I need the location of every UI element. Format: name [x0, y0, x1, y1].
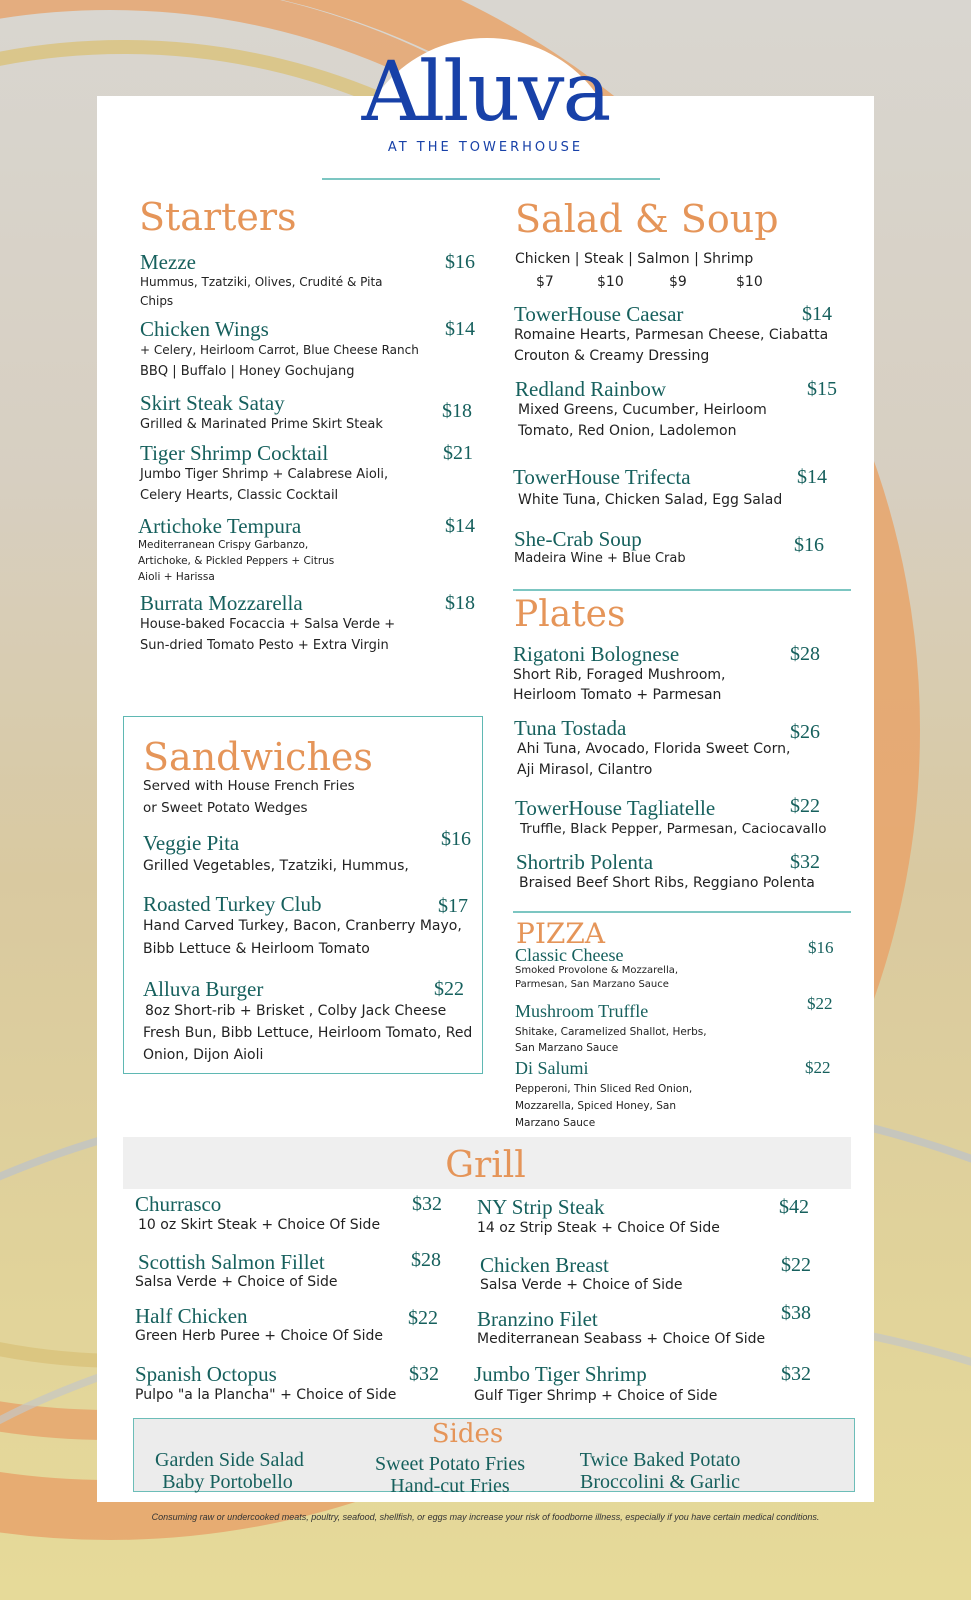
side-item: Hand-cut Fries	[390, 1475, 510, 1497]
menu-item	[140, 251, 475, 311]
item-price: $14	[445, 318, 475, 340]
note-line: Served with House French Fries	[143, 778, 355, 794]
menu-item	[140, 392, 475, 435]
menu-item	[143, 828, 473, 878]
item-desc: Shitake, Caramelized Shallot, Herbs,	[515, 1026, 707, 1038]
item-price: $22	[807, 994, 833, 1013]
item-price: $38	[781, 1302, 811, 1324]
menu-item	[474, 1363, 819, 1407]
item-price: $26	[790, 721, 820, 743]
item-desc: Heirloom Tomato + Parmesan	[513, 687, 722, 703]
item-desc: Aji Mirasol, Cilantro	[517, 762, 653, 778]
item-desc: Ahi Tuna, Avocado, Florida Sweet Corn,	[517, 741, 791, 757]
menu-item	[515, 938, 835, 992]
item-name: Mezze	[140, 250, 196, 274]
item-desc: San Marzano Sauce	[515, 1042, 619, 1054]
item-price: $22	[805, 1058, 831, 1077]
sandwiches-note	[143, 775, 355, 819]
item-price: $16	[808, 938, 834, 957]
item-desc: Parmesan, San Marzano Sauce	[515, 979, 669, 990]
item-name: Burrata Mozzarella	[140, 591, 303, 615]
item-desc: Chips	[140, 294, 174, 308]
item-name: NY Strip Steak	[477, 1195, 605, 1219]
item-desc: BBQ | Buffalo | Honey Gochujang	[140, 364, 355, 379]
item-price: $15	[807, 378, 837, 400]
item-price: $18	[442, 400, 472, 422]
item-price: $18	[445, 592, 475, 614]
item-desc: Tomato, Red Onion, Ladolemon	[518, 423, 737, 439]
menu-item	[514, 303, 834, 367]
item-name: Half Chicken	[135, 1304, 248, 1328]
item-desc: Hummus, Tzatziki, Olives, Crudité & Pita	[140, 275, 383, 289]
item-name: TowerHouse Tagliatelle	[515, 796, 716, 820]
item-name: Alluva Burger	[143, 977, 264, 1001]
side-item: Baby Portobello	[162, 1471, 293, 1493]
menu-item	[516, 851, 846, 894]
sides-column	[365, 1453, 535, 1497]
item-price: $28	[790, 643, 820, 665]
restaurant-logo: Alluva	[361, 45, 610, 140]
item-desc: + Celery, Heirloom Carrot, Blue Cheese Ranch	[140, 343, 419, 357]
menu-item	[515, 994, 835, 1056]
section-title-grill: Grill	[445, 1145, 526, 1186]
menu-item	[135, 1363, 445, 1405]
menu-item	[140, 592, 475, 656]
section-title-sandwiches: Sandwiches	[143, 735, 373, 779]
addon-price-salmon: $9	[669, 274, 687, 290]
item-name: Spanish Octopus	[135, 1362, 277, 1386]
item-price: $32	[409, 1363, 439, 1385]
item-name: TowerHouse Caesar	[514, 302, 684, 326]
item-name: Jumbo Tiger Shrimp	[474, 1362, 647, 1386]
menu-item	[135, 1305, 445, 1345]
item-desc: Mediterranean Crispy Garbanzo,	[138, 539, 309, 551]
item-price: $22	[790, 795, 820, 817]
item-desc: Sun-dried Tomato Pesto + Extra Virgin	[140, 638, 389, 653]
item-desc: Pepperoni, Thin Sliced Red Onion,	[515, 1083, 693, 1095]
menu-item	[480, 1254, 820, 1294]
item-desc: Fresh Bun, Bibb Lettuce, Heirloom Tomato, Red	[143, 1025, 473, 1041]
menu-item	[515, 378, 835, 442]
item-desc: Bibb Lettuce & Heirloom Tomato	[143, 941, 370, 957]
item-desc: Artichoke, & Pickled Peppers + Citrus	[138, 555, 335, 567]
addon-price-chicken: $7	[536, 274, 554, 290]
item-name: Di Salumi	[515, 1058, 589, 1078]
item-desc: Short Rib, Foraged Mushroom,	[513, 667, 726, 683]
item-desc: Onion, Dijon Aioli	[143, 1047, 264, 1063]
item-desc: Braised Beef Short Ribs, Reggiano Polenta	[519, 875, 815, 891]
item-name: Tiger Shrimp Cocktail	[140, 441, 329, 465]
section-divider	[513, 911, 851, 913]
item-name: Shortrib Polenta	[516, 850, 654, 874]
item-price: $22	[434, 978, 464, 1000]
side-item: Broccolini & Garlic	[580, 1471, 740, 1493]
item-name: Tuna Tostada	[514, 716, 627, 740]
item-desc: Romaine Hearts, Parmesan Cheese, Ciabatta	[514, 327, 829, 343]
item-price: $32	[781, 1363, 811, 1385]
item-price: $14	[802, 303, 832, 325]
item-desc: Aioli + Harissa	[138, 571, 215, 583]
menu-item	[477, 1196, 817, 1238]
item-name: She-Crab Soup	[514, 527, 642, 551]
menu-item	[514, 717, 834, 781]
item-price: $17	[438, 895, 468, 917]
sides-column	[155, 1449, 304, 1493]
section-title-pizza: PIZZA	[516, 917, 606, 950]
menu-item	[140, 442, 475, 506]
item-desc: Smoked Provolone & Mozzarella,	[515, 965, 679, 976]
item-price: $32	[790, 851, 820, 873]
item-desc: Truffle, Black Pepper, Parmesan, Caciocavallo	[520, 821, 827, 837]
menu-item	[143, 978, 478, 1066]
item-desc: Pulpo "a la Plancha" + Choice of Side	[135, 1387, 397, 1403]
item-price: $16	[441, 828, 471, 850]
item-price: $22	[781, 1254, 811, 1276]
item-desc: Mediterranean Seabass + Choice Of Side	[477, 1331, 766, 1347]
item-price: $32	[412, 1193, 442, 1215]
item-price: $21	[443, 442, 473, 464]
menu-item	[477, 1302, 822, 1348]
item-desc: Marzano Sauce	[515, 1117, 596, 1129]
item-name: Redland Rainbow	[515, 377, 667, 401]
menu-item	[143, 893, 478, 961]
item-desc: Grilled Vegetables, Tzatziki, Hummus,	[143, 858, 409, 874]
item-name: Classic Cheese	[515, 945, 624, 965]
menu-item	[513, 643, 833, 705]
section-title-sides: Sides	[431, 1419, 504, 1449]
side-item: Garden Side Salad	[155, 1449, 304, 1471]
item-desc: Madeira Wine + Blue Crab	[514, 551, 686, 566]
item-price: $14	[445, 515, 475, 537]
item-price: $14	[797, 466, 827, 488]
item-desc: Celery Hearts, Classic Cocktail	[140, 488, 339, 503]
addon-price-shrimp: $10	[736, 274, 763, 290]
side-item: Twice Baked Potato	[579, 1449, 741, 1471]
addon-price-steak: $10	[597, 274, 624, 290]
side-item: Sweet Potato Fries	[375, 1453, 525, 1475]
item-desc: Jumbo Tiger Shrimp + Calabrese Aioli,	[140, 467, 389, 482]
menu-item	[515, 1058, 835, 1132]
header-divider	[322, 178, 660, 180]
section-title-starters: Starters	[139, 195, 297, 239]
item-desc: Grilled & Marinated Prime Skirt Steak	[140, 417, 383, 432]
item-desc: Salsa Verde + Choice of Side	[135, 1274, 338, 1290]
item-name: Churrasco	[135, 1192, 222, 1216]
menu-item	[514, 528, 834, 567]
item-desc: White Tuna, Chicken Salad, Egg Salad	[518, 492, 783, 508]
item-desc: 14 oz Strip Steak + Choice Of Side	[477, 1220, 720, 1236]
section-title-plates: Plates	[514, 594, 626, 635]
item-desc: Mozzarella, Spiced Honey, San	[515, 1100, 676, 1112]
item-name: Veggie Pita	[143, 831, 240, 855]
protein-addons: Chicken | Steak | Salmon | Shrimp	[515, 251, 754, 267]
item-desc: Crouton & Creamy Dressing	[514, 348, 710, 364]
sides-column	[570, 1449, 750, 1493]
item-price: $28	[411, 1249, 441, 1271]
item-name: Scottish Salmon Fillet	[138, 1250, 325, 1274]
item-name: Chicken Wings	[140, 317, 269, 341]
menu-item	[513, 466, 833, 511]
menu-item	[135, 1193, 445, 1235]
food-safety-disclaimer: Consuming raw or undercooked meats, poultry, seafood, shellfish, or eggs may increase your risk of foodborne illness, especially if you have certain medical conditions.	[151, 1512, 820, 1522]
item-name: Rigatoni Bolognese	[513, 642, 680, 666]
item-desc: 10 oz Skirt Steak + Choice Of Side	[138, 1217, 381, 1233]
item-name: Roasted Turkey Club	[143, 892, 322, 916]
item-name: Branzino Filet	[477, 1307, 598, 1331]
section-title-salad-soup: Salad & Soup	[515, 197, 779, 241]
item-desc: Mixed Greens, Cucumber, Heirloom	[518, 402, 767, 418]
item-price: $42	[779, 1196, 809, 1218]
menu-item	[135, 1251, 445, 1291]
item-price: $16	[794, 534, 824, 556]
item-desc: Green Herb Puree + Choice Of Side	[135, 1328, 383, 1344]
menu-item	[140, 318, 475, 382]
item-name: Artichoke Tempura	[138, 514, 302, 538]
menu-item	[515, 797, 845, 840]
item-desc: Salsa Verde + Choice of Side	[480, 1277, 683, 1293]
item-desc: 8oz Short-rib + Brisket , Colby Jack Cheese	[145, 1003, 447, 1019]
restaurant-subtitle: AT THE TOWERHOUSE	[387, 140, 584, 155]
note-line: or Sweet Potato Wedges	[143, 800, 308, 816]
item-price: $22	[408, 1307, 438, 1329]
item-price: $16	[445, 251, 475, 273]
item-desc: Hand Carved Turkey, Bacon, Cranberry Mayo,	[143, 918, 462, 934]
item-desc: Gulf Tiger Shrimp + Choice of Side	[474, 1388, 718, 1404]
item-desc: House-baked Focaccia + Salsa Verde +	[140, 617, 396, 632]
menu-item	[138, 515, 475, 585]
item-name: TowerHouse Trifecta	[513, 465, 691, 489]
item-name: Mushroom Truffle	[515, 1001, 649, 1021]
item-name: Chicken Breast	[480, 1253, 609, 1277]
item-name: Skirt Steak Satay	[140, 391, 285, 415]
section-divider	[513, 589, 851, 591]
